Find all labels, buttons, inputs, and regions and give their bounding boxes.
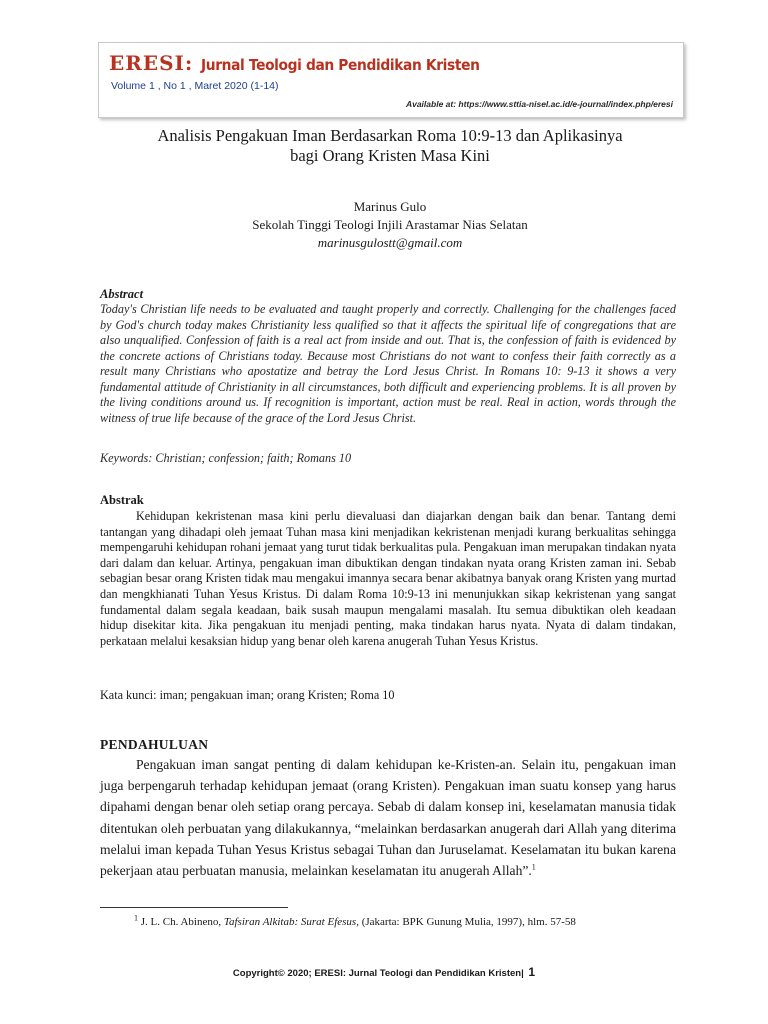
journal-volume: Volume 1 , No 1 , Maret 2020 (1-14) bbox=[111, 80, 279, 92]
journal-header bbox=[98, 42, 684, 118]
article-title bbox=[90, 126, 690, 166]
article-title-line-1: Analisis Pengakuan Iman Berdasarkan Roma 10:9-13 dan Aplikasinya bbox=[157, 126, 623, 145]
author-affiliation: Sekolah Tinggi Teologi Injili Arastamar Nias Selatan bbox=[252, 217, 528, 232]
abstrak-heading: Abstrak bbox=[100, 493, 144, 507]
page-number: 1 bbox=[528, 965, 536, 979]
journal-name: Jurnal Teologi dan Pendidikan Kristen bbox=[201, 56, 480, 74]
footnote-publication: (Jakarta: BPK Gunung Mulia, 1997), hlm. 57-58 bbox=[361, 916, 576, 928]
footnote-reference[interactable]: 1 bbox=[531, 862, 536, 872]
footnote-divider bbox=[100, 907, 288, 908]
author-name: Marinus Gulo bbox=[353, 199, 427, 214]
abstract-body: Today's Christian life needs to be evaluated and taught properly and correctly. Challenging for the challenges faced by God's church today makes Christianity less qualified so that it affects the spiritual life of congregations that are also unqualified. Confession of faith is a real act from inside and out. That is, the confession of faith is evidenced by the concrete actions of Christians today. Because most Christians do not want to confess their faith correctly as a result many Christians who apostatize and betray the Lord Jesus Christ. In Romans 10: 9-13 it shows a very fundamental attitude of Christianity in all circumstances, both difficult and experiencing problems. It is all proven by the living conditions around us. If recognition is important, action must be real. Real in action, words through the witness of true life because of the grace of the Lord Jesus Christ. bbox=[100, 302, 676, 425]
keywords-english: Keywords: Christian; confession; faith; Romans 10 bbox=[100, 451, 352, 465]
footnote-author: J. L. Ch. Abineno, bbox=[140, 916, 222, 928]
journal-availability-link[interactable]: Available at: https://www.sttia-nisel.ac.id/e-journal/index.php/eresi bbox=[405, 99, 673, 109]
author-block bbox=[90, 198, 690, 252]
abstract-heading: Abstract bbox=[100, 287, 144, 301]
page-footer bbox=[0, 965, 768, 979]
keywords-indonesian: Kata kunci: iman; pengakuan iman; orang Kristen; Roma 10 bbox=[100, 688, 395, 702]
article-title-line-2: bagi Orang Kristen Masa Kini bbox=[290, 146, 490, 165]
abstrak-body: Kehidupan kekristenan masa kini perlu dievaluasi dan diajarkan dengan baik dan benar. Tantang demi tantangan yang dihadapi oleh jemaat Tuhan masa kini menjadikan kekristenan menjadi kurang berkualitas sehingga mempengaruhi kehidupan rohani jemaat yang turut tidak berkualitas pula. Pengakuan iman merupakan tindakan nyata dari dalam dan keluar. Artinya, pengakuan iman dibuktikan dengan tindakan nyata orang Kristen zaman ini. Sebab sebagian besar orang Kristen tidak mau mengakui imannya secara benar akibatnya banyak orang Kristen yang murtad dan mengkhianati Tuhan Yesus Kristus. Di dalam Roma 10:9-13 ini menunjukkan sikap kekristenan yang sangat fundamental dalam segala keadaan, baik susah maupun mengalami masalah. Itu semua dibuktikan oleh keadaan hidup disekitar kita. Jika pengakuan itu menjadi penting, maka tindakan harus nyata. Nyata di dalam tindakan, perkataan melalui kesaksian hidup yang benar oleh karena anugerah Tuhan Yesus Kristus. bbox=[100, 509, 677, 648]
footer-copyright: Copyright© 2020; ERESI: Jurnal Teologi dan Pendidikan Kristen| bbox=[232, 968, 524, 979]
footnote bbox=[134, 913, 576, 928]
introduction-paragraph bbox=[100, 754, 676, 881]
journal-title bbox=[109, 51, 504, 75]
author-email[interactable]: marinusgulostt@gmail.com bbox=[317, 235, 463, 250]
footnote-number: 1 bbox=[134, 913, 138, 923]
journal-brand: ERESI: bbox=[109, 51, 194, 75]
footnote-title: Tafsiran Alkitab: Surat Efesus, bbox=[223, 916, 359, 928]
section-heading-introduction: PENDAHULUAN bbox=[100, 737, 209, 752]
introduction-text: Pengakuan iman sangat penting di dalam kehidupan ke-Kristen-an. Selain itu, pengakuan iman juga berpengaruh terhadap kehidupan jemaat (orang Kristen). Pengakuan iman suatu konsep yang harus dipahami dengan benar oleh setiap orang percaya. Sebab di dalam konsep ini, keselamatan manusia tidak ditentukan oleh perbuatan yang dilakukannya, “melainkan berdasarkan anugerah dari Allah yang diterima melalui iman kepada Tuhan Yesus Kristus sebagai Tuhan dan Juruselamat. Keselamatan itu bukan karena pekerjaan atau perbuatan manusia, melainkan keselamatan itu anugerah Allah”. bbox=[100, 757, 676, 879]
